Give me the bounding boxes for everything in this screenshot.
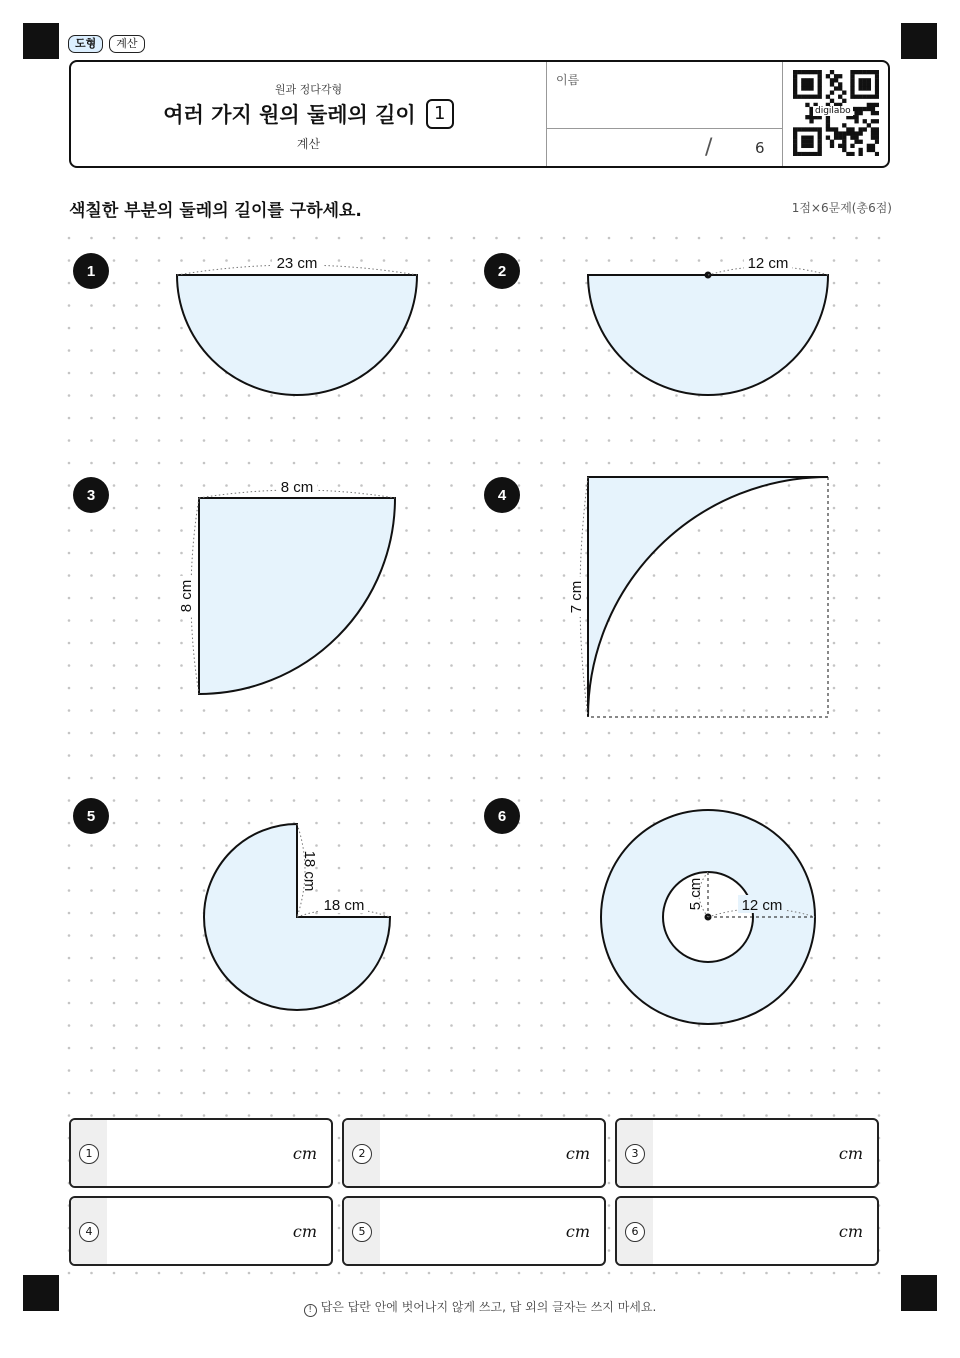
qr-label: digilabo	[815, 106, 851, 116]
answer-number: 4	[79, 1222, 99, 1242]
answer-box-3[interactable]	[615, 1118, 879, 1188]
answer-unit: cm	[838, 1222, 863, 1241]
problem-2	[484, 253, 828, 395]
instruction-text: 색칠한 부분의 둘레의 길이를 구하세요.	[69, 201, 362, 221]
answer-number: 2	[352, 1144, 372, 1164]
problem-number: 3	[86, 487, 96, 504]
answer-unit: cm	[292, 1144, 317, 1163]
page-title-text: 여러 가지 원의 둘레의 길이	[163, 103, 416, 127]
answer-unit: cm	[292, 1222, 317, 1241]
answer-unit: cm	[565, 1222, 590, 1241]
problem-5	[73, 798, 390, 1010]
answer-number: 5	[352, 1222, 372, 1242]
answer-box-1[interactable]	[69, 1118, 333, 1188]
problem-number: 6	[497, 808, 507, 825]
problem-number: 2	[497, 263, 507, 280]
top-radius-label: 8 cm	[280, 479, 314, 496]
footer-text: 답은 답란 안에 벗어나지 않게 쓰고, 답 외의 글자는 쓰지 마세요.	[320, 1300, 657, 1314]
answer-number: 3	[625, 1144, 645, 1164]
info-icon: !	[304, 1304, 317, 1317]
header-category: 계산	[296, 137, 321, 151]
tag-shape: 도형	[68, 35, 103, 53]
answer-unit: cm	[838, 1144, 863, 1163]
footer-note	[0, 1298, 960, 1317]
header-subtitle: 원과 정다각형	[274, 83, 343, 96]
shaded-region	[588, 477, 828, 717]
horizontal-radius-label: 18 cm	[323, 897, 365, 914]
tag-calculation: 계산	[109, 35, 144, 53]
points-info: 1점×6문제(총6점)	[791, 201, 892, 215]
problem-1	[73, 253, 417, 395]
problem-4	[484, 477, 828, 717]
answer-unit: cm	[565, 1144, 590, 1163]
side-radius-label: 8 cm	[178, 579, 195, 613]
answer-box-4[interactable]	[69, 1196, 333, 1266]
side-length-label: 7 cm	[568, 580, 585, 614]
answer-box-5[interactable]	[342, 1196, 606, 1266]
diameter-label: 23 cm	[276, 255, 318, 272]
radius-label: 12 cm	[747, 255, 789, 272]
answer-box-6[interactable]	[615, 1196, 879, 1266]
problem-3	[73, 477, 395, 694]
worksheet-number: 1	[426, 99, 454, 129]
problem-6	[484, 798, 815, 1024]
inner-radius-label: 5 cm	[687, 877, 704, 911]
score-slash: /	[705, 135, 713, 160]
problem-number: 1	[86, 263, 96, 280]
answer-number: 1	[79, 1144, 99, 1164]
score-total: 6	[755, 139, 765, 157]
vertical-radius-label: 18 cm	[301, 850, 318, 892]
quarter-circle-shape	[199, 498, 395, 694]
name-label: 이름	[556, 73, 580, 87]
semicircle-shape	[588, 275, 828, 395]
answer-number: 6	[625, 1222, 645, 1242]
problem-number: 4	[497, 487, 507, 504]
semicircle-shape	[177, 275, 417, 395]
outer-radius-label: 12 cm	[741, 897, 783, 914]
answer-box-2[interactable]	[342, 1118, 606, 1188]
problem-number: 5	[86, 808, 96, 825]
